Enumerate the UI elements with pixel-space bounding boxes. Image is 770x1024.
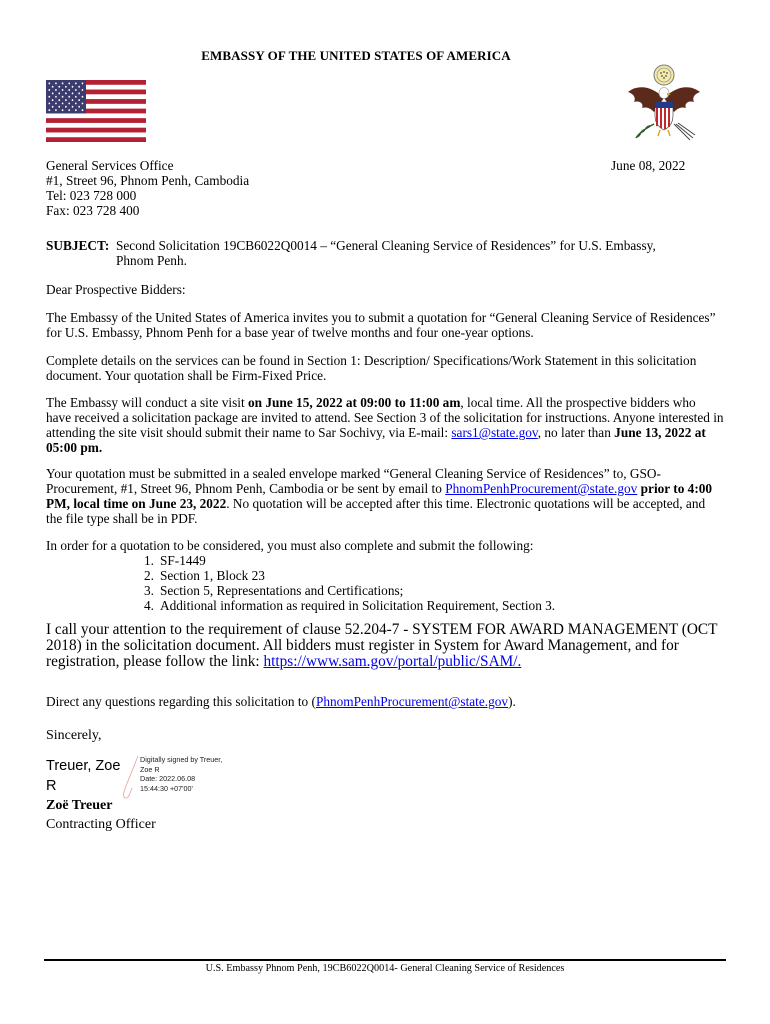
flag-star	[75, 109, 77, 111]
flag-star	[72, 92, 74, 94]
flag-star	[52, 92, 54, 94]
submission-text-a: Your quotation must be submitted in a sealed envelope marked “General Cleaning Service of Residences” to, GSO-Procurement, #1, Street 96, Phnom Penh, Cambodia or be sent by email to	[46, 466, 661, 496]
flag-star	[58, 106, 60, 108]
flag-star	[62, 96, 64, 98]
flag-star	[75, 89, 77, 91]
list-item: 4. Additional information as required in Solicitation Requirement, Section 3.	[144, 598, 556, 613]
street-address: #1, Street 96, Phnom Penh, Cambodia	[46, 173, 250, 188]
flag-star	[78, 106, 80, 108]
flag-star	[75, 96, 77, 98]
signature-detail-4: 15:44:30 +07'00'	[140, 783, 193, 793]
site-visit-deadline: June 13, 2022 at 05:00 pm.	[46, 425, 706, 455]
flag-star	[62, 82, 64, 84]
flag-star	[48, 109, 50, 111]
flag-star	[65, 99, 67, 101]
flag-star	[75, 102, 77, 104]
flag-star	[68, 82, 70, 84]
subject-line-1: Second Solicitation 19CB6022Q0014 – “General Cleaning Service of Residences” for U.S. Embassy,	[116, 238, 656, 253]
letterhead-title: EMBASSY OF THE UNITED STATES OF AMERICA	[201, 48, 511, 63]
flag-star	[78, 86, 80, 88]
sam-link[interactable]: https://www.sam.gov/portal/public/SAM/.	[263, 653, 522, 670]
office-name: General Services Office	[46, 158, 174, 173]
questions-email-link[interactable]: PhnomPenhProcurement@state.gov	[315, 694, 509, 709]
flag-star	[48, 96, 50, 98]
flag-star	[78, 92, 80, 94]
flag-star	[68, 102, 70, 104]
flag-star	[62, 102, 64, 104]
flag-star	[68, 89, 70, 91]
site-visit-email-link[interactable]: sars1@state.gov	[451, 425, 538, 440]
list-item: 2. Section 1, Block 23	[144, 568, 265, 583]
flag-star	[62, 89, 64, 91]
flag-star	[68, 109, 70, 111]
sender-address-block	[46, 158, 249, 218]
letter-date: June 08, 2022	[611, 158, 686, 173]
flag-star	[65, 86, 67, 88]
flag-star	[82, 82, 84, 84]
site-visit-text-c: , local time. All the prospective bidders who have received a solicitation package are invited to attend. See Section 3 of the solicitation for instructions. Anyone interested in attending the site visit should submit their name to Sar Sochivy, via E-mail:	[46, 395, 724, 440]
flag-star	[52, 86, 54, 88]
requirements-intro: In order for a quotation to be considered, you must also complete and submit the following:	[46, 538, 534, 553]
us-flag-icon	[46, 80, 146, 142]
procurement-email-link[interactable]: PhnomPenhProcurement@state.gov	[445, 481, 638, 496]
signature-detail-2: Zoe R	[140, 764, 160, 774]
subject-label: SUBJECT:	[46, 238, 110, 253]
flag-star	[72, 99, 74, 101]
closing-sincerely: Sincerely,	[46, 728, 102, 743]
paragraph-invitation: The Embassy of the United States of America invites you to submit a quotation for “General Cleaning Service of Residences” for U.S. Embassy, Phnom Penh for a base year of twelve months and four one-year options.	[46, 310, 716, 340]
flag-star	[72, 86, 74, 88]
flag-star	[48, 89, 50, 91]
flag-star	[58, 92, 60, 94]
flag-star	[52, 106, 54, 108]
flag-star	[72, 106, 74, 108]
subject-line-2: Phnom Penh.	[116, 253, 187, 268]
flag-star	[82, 96, 84, 98]
flag-star	[48, 82, 50, 84]
signatory-name: Zoë Treuer	[46, 798, 113, 813]
flag-star	[55, 96, 57, 98]
flag-star	[58, 86, 60, 88]
paragraph-site-visit	[46, 395, 724, 455]
flag-star	[82, 102, 84, 104]
requirements-list	[134, 553, 724, 613]
paragraph-details: Complete details on the services can be found in Section 1: Description/ Specifications/Work Statement in this solicitation document. Your quotation shall be Firm-Fixed Price.	[46, 353, 697, 383]
fax: Fax: 023 728 400	[46, 203, 140, 218]
sam-text: I call your attention to the requirement of clause 52.204-7 - SYSTEM FOR AWARD MANAGEMENT (OCT 2018) in the solicitation document. All bidders must register in System for Award Management, and for registration, please follow the link:	[46, 621, 718, 670]
paragraph-questions	[46, 694, 724, 709]
paragraph-submission	[46, 466, 724, 526]
flag-star	[68, 96, 70, 98]
signatory-title: Contracting Officer	[46, 817, 156, 832]
flag-star	[78, 99, 80, 101]
telephone: Tel: 023 728 000	[46, 188, 137, 203]
paragraph-sam-registration	[46, 622, 726, 670]
flag-star	[55, 89, 57, 91]
questions-text-a: Direct any questions regarding this solicitation to (	[46, 694, 316, 709]
submission-text-c: . No quotation will be accepted after this time. Electronic quotations will be accepted, and the file type shall be in PDF.	[46, 496, 706, 526]
flag-star	[55, 109, 57, 111]
flag-star	[65, 106, 67, 108]
page-footer: U.S. Embassy Phnom Penh, 19CB6022Q0014- General Cleaning Service of Residences	[205, 963, 565, 974]
list-item: 3. Section 5, Representations and Certifications;	[144, 583, 404, 598]
requirements-section	[46, 538, 724, 613]
salutation: Dear Prospective Bidders:	[46, 282, 186, 297]
site-visit-text-d: , no later than	[537, 425, 615, 440]
flag-star	[55, 102, 57, 104]
site-visit-date: on June 15, 2022 at 09:00 to 11:00 am	[248, 395, 461, 410]
footer-divider	[44, 959, 726, 961]
great-seal-icon	[624, 62, 704, 148]
flag-star	[75, 82, 77, 84]
digital-signature-name	[46, 756, 120, 796]
flag-star	[65, 92, 67, 94]
flag-star	[52, 99, 54, 101]
flag-star	[82, 109, 84, 111]
flag-star	[82, 89, 84, 91]
submission-deadline: prior to 4:00 PM, local time on June 23, 2022	[46, 481, 713, 511]
subject-block	[46, 238, 726, 268]
questions-text-b: ).	[508, 694, 516, 709]
signature-detail-1: Digitally signed by Treuer,	[140, 755, 223, 764]
signature-line-2: R	[46, 778, 57, 794]
flag-star	[55, 82, 57, 84]
flag-star	[62, 109, 64, 111]
flag-star	[48, 102, 50, 104]
signature-detail-3: Date: 2022.06.08	[140, 774, 196, 783]
list-item: 1. SF-1449	[144, 553, 206, 568]
site-visit-text-a: The Embassy will conduct a site visit	[46, 395, 249, 410]
flag-star	[58, 99, 60, 101]
signature-line-1: Treuer, Zoe	[46, 758, 121, 774]
digital-signature-details	[140, 755, 222, 793]
